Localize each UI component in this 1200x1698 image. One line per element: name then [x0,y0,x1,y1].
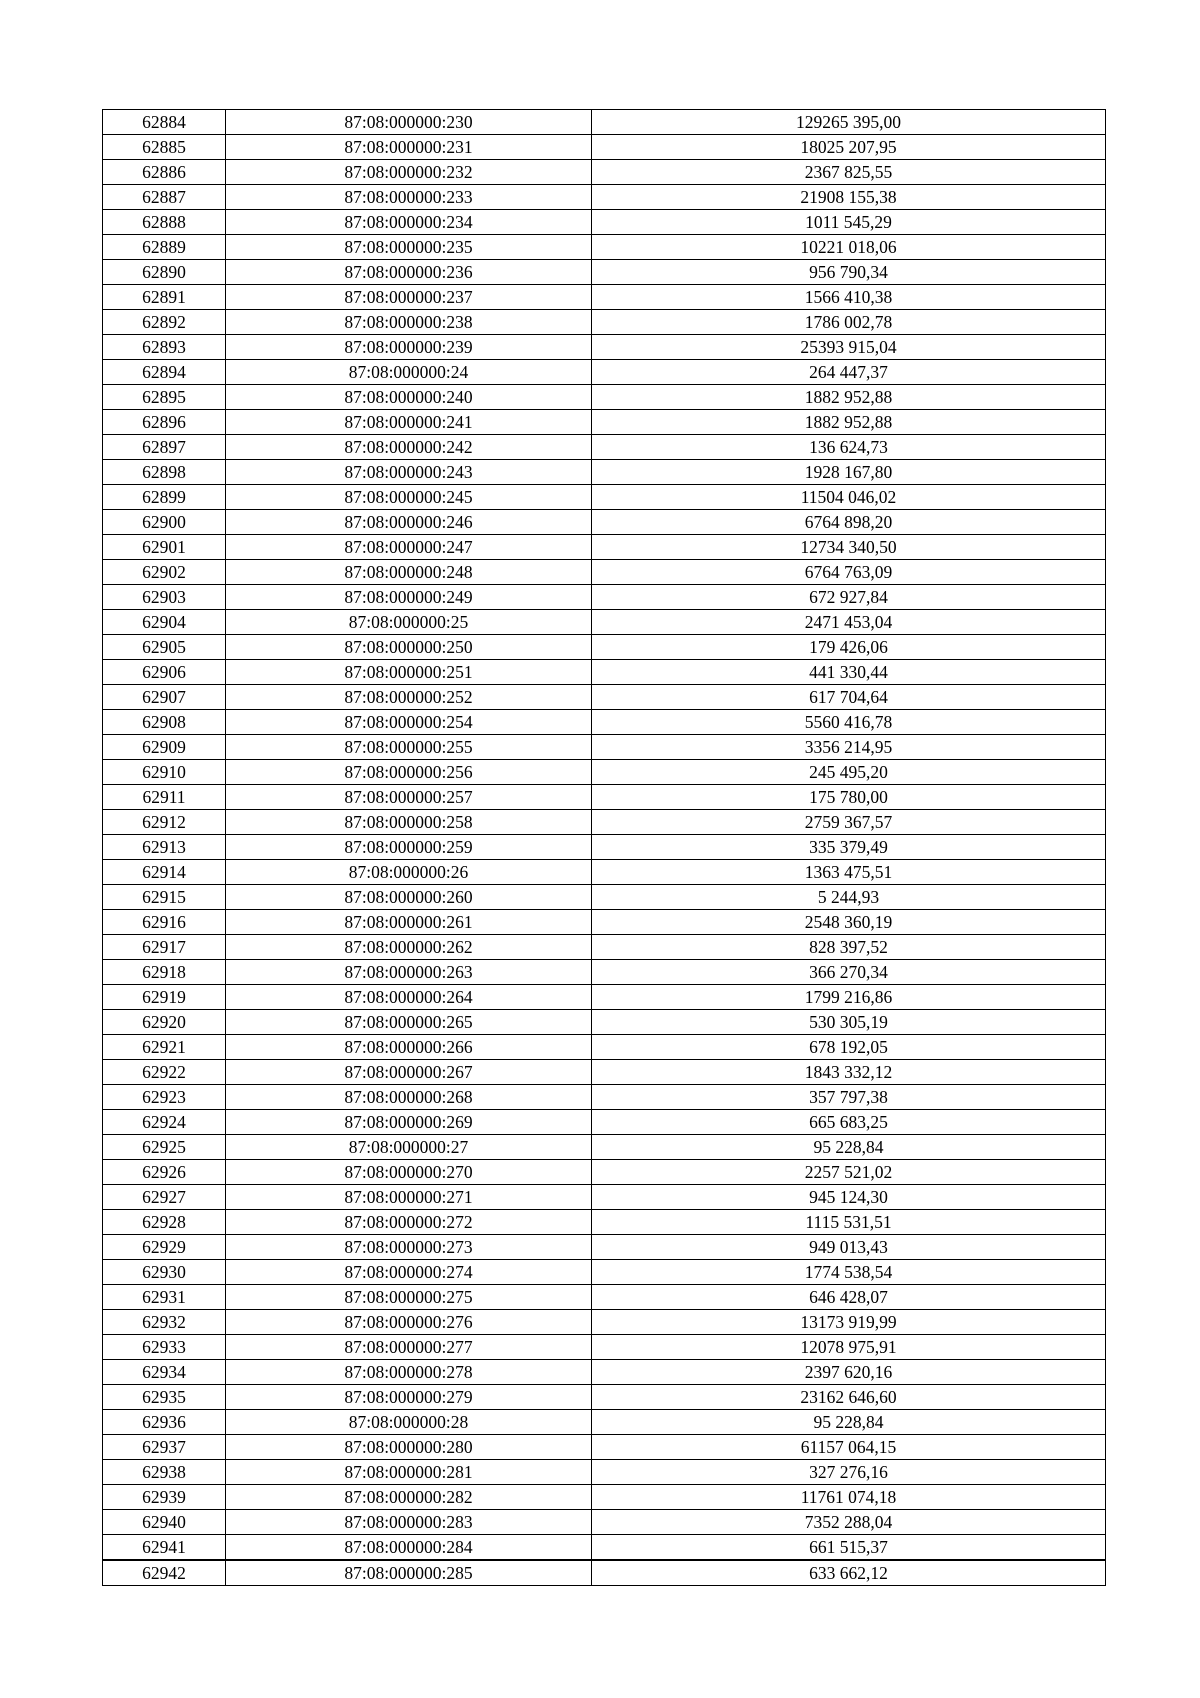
cadastral-value-cell: 23162 646,60 [592,1385,1106,1410]
cadastral-number-cell: 87:08:000000:259 [226,835,592,860]
cadastral-number-cell: 87:08:000000:285 [226,1560,592,1586]
cadastral-value-cell: 2548 360,19 [592,910,1106,935]
cadastral-number-cell: 87:08:000000:258 [226,810,592,835]
table-row [103,335,1106,360]
cadastral-value-cell: 25393 915,04 [592,335,1106,360]
cadastral-number-cell: 87:08:000000:281 [226,1460,592,1485]
cadastral-number-cell: 87:08:000000:264 [226,985,592,1010]
cadastral-number-cell: 87:08:000000:24 [226,360,592,385]
cadastral-number-cell: 87:08:000000:26 [226,860,592,885]
cadastral-number-cell: 87:08:000000:260 [226,885,592,910]
row-number-cell: 62924 [103,1110,226,1135]
row-number-cell: 62935 [103,1385,226,1410]
row-number-cell: 62896 [103,410,226,435]
row-number-cell: 62936 [103,1410,226,1435]
cadastral-number-cell: 87:08:000000:276 [226,1310,592,1335]
cadastral-value-cell: 678 192,05 [592,1035,1106,1060]
cadastral-number-cell: 87:08:000000:243 [226,460,592,485]
row-number-cell: 62910 [103,760,226,785]
cadastral-number-cell: 87:08:000000:231 [226,135,592,160]
row-number-cell: 62942 [103,1560,226,1586]
row-number-cell: 62889 [103,235,226,260]
table-row [103,635,1106,660]
table-row [103,1385,1106,1410]
cadastral-number-cell: 87:08:000000:255 [226,735,592,760]
row-number-cell: 62916 [103,910,226,935]
row-number-cell: 62908 [103,710,226,735]
cadastral-value-cell: 3356 214,95 [592,735,1106,760]
cadastral-number-cell: 87:08:000000:237 [226,285,592,310]
row-number-cell: 62920 [103,1010,226,1035]
cadastral-number-cell: 87:08:000000:269 [226,1110,592,1135]
cadastral-value-cell: 661 515,37 [592,1535,1106,1561]
row-number-cell: 62886 [103,160,226,185]
cadastral-number-cell: 87:08:000000:267 [226,1060,592,1085]
row-number-cell: 62922 [103,1060,226,1085]
cadastral-number-cell: 87:08:000000:234 [226,210,592,235]
table-row [103,410,1106,435]
row-number-cell: 62900 [103,510,226,535]
table-row [103,1235,1106,1260]
cadastral-number-cell: 87:08:000000:263 [226,960,592,985]
cadastral-number-cell: 87:08:000000:256 [226,760,592,785]
cadastral-value-cell: 633 662,12 [592,1560,1106,1586]
row-number-cell: 62914 [103,860,226,885]
table-row [103,1360,1106,1385]
cadastral-number-cell: 87:08:000000:245 [226,485,592,510]
table-row [103,835,1106,860]
table-row [103,160,1106,185]
cadastral-number-cell: 87:08:000000:272 [226,1210,592,1235]
row-number-cell: 62895 [103,385,226,410]
cadastral-value-cell: 5 244,93 [592,885,1106,910]
table-row [103,685,1106,710]
table-row [103,135,1106,160]
row-number-cell: 62909 [103,735,226,760]
cadastral-number-cell: 87:08:000000:249 [226,585,592,610]
row-number-cell: 62923 [103,1085,226,1110]
row-number-cell: 62902 [103,560,226,585]
cadastral-number-cell: 87:08:000000:25 [226,610,592,635]
row-number-cell: 62892 [103,310,226,335]
table-row [103,435,1106,460]
cadastral-number-cell: 87:08:000000:282 [226,1485,592,1510]
row-number-cell: 62917 [103,935,226,960]
table-row [103,1435,1106,1460]
table-row [103,1410,1106,1435]
cadastral-number-cell: 87:08:000000:242 [226,435,592,460]
cadastral-value-cell: 21908 155,38 [592,185,1106,210]
table-row [103,1335,1106,1360]
row-number-cell: 62884 [103,110,226,135]
table-row [103,1060,1106,1085]
cadastral-value-cell: 956 790,34 [592,260,1106,285]
table-row [103,860,1106,885]
table-row [103,1485,1106,1510]
cadastral-value-cell: 61157 064,15 [592,1435,1106,1460]
table-row [103,660,1106,685]
cadastral-number-cell: 87:08:000000:273 [226,1235,592,1260]
cadastral-number-cell: 87:08:000000:262 [226,935,592,960]
cadastral-value-cell: 2759 367,57 [592,810,1106,835]
row-number-cell: 62919 [103,985,226,1010]
row-number-cell: 62941 [103,1535,226,1561]
table-row [103,1160,1106,1185]
row-number-cell: 62927 [103,1185,226,1210]
cadastral-value-cell: 366 270,34 [592,960,1106,985]
table-row [103,185,1106,210]
cadastral-value-cell: 2367 825,55 [592,160,1106,185]
cadastral-number-cell: 87:08:000000:274 [226,1260,592,1285]
table-row [103,510,1106,535]
row-number-cell: 62934 [103,1360,226,1385]
table-row [103,910,1106,935]
table-row [103,760,1106,785]
table-row [103,1135,1106,1160]
cadastral-value-cell: 1882 952,88 [592,410,1106,435]
table-row [103,210,1106,235]
table-body [103,110,1106,1586]
table-row [103,460,1106,485]
row-number-cell: 62887 [103,185,226,210]
table-row [103,585,1106,610]
table-row [103,885,1106,910]
cadastral-value-cell: 18025 207,95 [592,135,1106,160]
cadastral-value-cell: 2471 453,04 [592,610,1106,635]
table-row [103,1035,1106,1060]
row-number-cell: 62913 [103,835,226,860]
table-row [103,735,1106,760]
table-row [103,1210,1106,1235]
cadastral-number-cell: 87:08:000000:283 [226,1510,592,1535]
cadastral-value-cell: 665 683,25 [592,1110,1106,1135]
cadastral-value-cell: 12078 975,91 [592,1335,1106,1360]
cadastral-value-cell: 1115 531,51 [592,1210,1106,1235]
row-number-cell: 62894 [103,360,226,385]
cadastral-value-cell: 945 124,30 [592,1185,1106,1210]
table-row [103,535,1106,560]
row-number-cell: 62898 [103,460,226,485]
cadastral-number-cell: 87:08:000000:238 [226,310,592,335]
row-number-cell: 62921 [103,1035,226,1060]
cadastral-number-cell: 87:08:000000:247 [226,535,592,560]
row-number-cell: 62929 [103,1235,226,1260]
table-row [103,1010,1106,1035]
cadastral-number-cell: 87:08:000000:268 [226,1085,592,1110]
table-row [103,560,1106,585]
row-number-cell: 62904 [103,610,226,635]
row-number-cell: 62899 [103,485,226,510]
row-number-cell: 62915 [103,885,226,910]
cadastral-value-cell: 617 704,64 [592,685,1106,710]
cadastral-number-cell: 87:08:000000:275 [226,1285,592,1310]
table-row [103,260,1106,285]
row-number-cell: 62903 [103,585,226,610]
cadastral-number-cell: 87:08:000000:266 [226,1035,592,1060]
cadastral-number-cell: 87:08:000000:246 [226,510,592,535]
table-row [103,610,1106,635]
row-number-cell: 62897 [103,435,226,460]
cadastral-value-cell: 2257 521,02 [592,1160,1106,1185]
cadastral-value-cell: 1928 167,80 [592,460,1106,485]
table-row [103,1085,1106,1110]
cadastral-value-cell: 1799 216,86 [592,985,1106,1010]
cadastral-value-cell: 1843 332,12 [592,1060,1106,1085]
cadastral-value-cell: 13173 919,99 [592,1310,1106,1335]
cadastral-value-cell: 95 228,84 [592,1410,1106,1435]
cadastral-number-cell: 87:08:000000:28 [226,1410,592,1435]
cadastral-value-cell: 11761 074,18 [592,1485,1106,1510]
table-row [103,1110,1106,1135]
cadastral-value-cell: 357 797,38 [592,1085,1106,1110]
cadastral-value-cell: 828 397,52 [592,935,1106,960]
cadastral-value-cell: 672 927,84 [592,585,1106,610]
row-number-cell: 62930 [103,1260,226,1285]
cadastral-value-cell: 1882 952,88 [592,385,1106,410]
table-row [103,960,1106,985]
table-row [103,985,1106,1010]
row-number-cell: 62940 [103,1510,226,1535]
cadastral-number-cell: 87:08:000000:265 [226,1010,592,1035]
cadastral-value-cell: 6764 898,20 [592,510,1106,535]
cadastral-value-cell: 129265 395,00 [592,110,1106,135]
table-row [103,110,1106,135]
row-number-cell: 62912 [103,810,226,835]
cadastral-value-cell: 264 447,37 [592,360,1106,385]
cadastral-value-cell: 10221 018,06 [592,235,1106,260]
cadastral-number-cell: 87:08:000000:254 [226,710,592,735]
cadastral-number-cell: 87:08:000000:230 [226,110,592,135]
cadastral-value-cell: 1774 538,54 [592,1260,1106,1285]
cadastral-number-cell: 87:08:000000:261 [226,910,592,935]
cadastral-number-cell: 87:08:000000:235 [226,235,592,260]
cadastral-value-cell: 95 228,84 [592,1135,1106,1160]
row-number-cell: 62931 [103,1285,226,1310]
cadastral-value-cell: 2397 620,16 [592,1360,1106,1385]
cadastral-value-cell: 245 495,20 [592,760,1106,785]
cadastral-value-cell: 136 624,73 [592,435,1106,460]
row-number-cell: 62933 [103,1335,226,1360]
table-row [103,785,1106,810]
cadastral-number-cell: 87:08:000000:280 [226,1435,592,1460]
table-row [103,1285,1106,1310]
row-number-cell: 62938 [103,1460,226,1485]
table-row [103,235,1106,260]
cadastral-value-cell: 327 276,16 [592,1460,1106,1485]
table-row [103,1510,1106,1535]
row-number-cell: 62925 [103,1135,226,1160]
table-row [103,1260,1106,1285]
cadastral-number-cell: 87:08:000000:279 [226,1385,592,1410]
table-row [103,385,1106,410]
table-row [103,310,1106,335]
cadastral-value-cell: 11504 046,02 [592,485,1106,510]
cadastral-number-cell: 87:08:000000:236 [226,260,592,285]
row-number-cell: 62937 [103,1435,226,1460]
cadastral-number-cell: 87:08:000000:270 [226,1160,592,1185]
cadastral-number-cell: 87:08:000000:252 [226,685,592,710]
row-number-cell: 62901 [103,535,226,560]
cadastral-value-cell: 1363 475,51 [592,860,1106,885]
cadastral-value-cell: 949 013,43 [592,1235,1106,1260]
table-row [103,1185,1106,1210]
row-number-cell: 62905 [103,635,226,660]
table-row [103,1560,1106,1586]
row-number-cell: 62907 [103,685,226,710]
cadastral-value-cell: 12734 340,50 [592,535,1106,560]
table-row [103,935,1106,960]
cadastral-value-cell: 441 330,44 [592,660,1106,685]
cadastral-value-cell: 1566 410,38 [592,285,1106,310]
cadastral-number-cell: 87:08:000000:240 [226,385,592,410]
cadastral-number-cell: 87:08:000000:250 [226,635,592,660]
cadastral-value-cell: 7352 288,04 [592,1510,1106,1535]
cadastral-number-cell: 87:08:000000:233 [226,185,592,210]
row-number-cell: 62939 [103,1485,226,1510]
cadastral-number-cell: 87:08:000000:271 [226,1185,592,1210]
cadastral-value-cell: 646 428,07 [592,1285,1106,1310]
table-row [103,1535,1106,1561]
row-number-cell: 62893 [103,335,226,360]
cadastral-number-cell: 87:08:000000:232 [226,160,592,185]
cadastral-number-cell: 87:08:000000:257 [226,785,592,810]
row-number-cell: 62911 [103,785,226,810]
row-number-cell: 62888 [103,210,226,235]
cadastral-number-cell: 87:08:000000:251 [226,660,592,685]
row-number-cell: 62906 [103,660,226,685]
cadastral-value-cell: 175 780,00 [592,785,1106,810]
cadastral-value-cell: 6764 763,09 [592,560,1106,585]
row-number-cell: 62890 [103,260,226,285]
cadastral-number-cell: 87:08:000000:277 [226,1335,592,1360]
table-row [103,360,1106,385]
row-number-cell: 62928 [103,1210,226,1235]
row-number-cell: 62932 [103,1310,226,1335]
cadastral-value-cell: 179 426,06 [592,635,1106,660]
cadastral-value-table [102,109,1106,1586]
row-number-cell: 62891 [103,285,226,310]
row-number-cell: 62918 [103,960,226,985]
cadastral-number-cell: 87:08:000000:284 [226,1535,592,1561]
cadastral-value-cell: 1011 545,29 [592,210,1106,235]
table-row [103,1310,1106,1335]
table-row [103,485,1106,510]
cadastral-number-cell: 87:08:000000:278 [226,1360,592,1385]
table-row [103,285,1106,310]
cadastral-value-cell: 530 305,19 [592,1010,1106,1035]
table-row [103,1460,1106,1485]
cadastral-number-cell: 87:08:000000:241 [226,410,592,435]
table-row [103,810,1106,835]
cadastral-number-cell: 87:08:000000:27 [226,1135,592,1160]
table-row [103,710,1106,735]
cadastral-number-cell: 87:08:000000:239 [226,335,592,360]
cadastral-value-cell: 5560 416,78 [592,710,1106,735]
cadastral-value-cell: 1786 002,78 [592,310,1106,335]
row-number-cell: 62926 [103,1160,226,1185]
row-number-cell: 62885 [103,135,226,160]
cadastral-number-cell: 87:08:000000:248 [226,560,592,585]
cadastral-value-cell: 335 379,49 [592,835,1106,860]
